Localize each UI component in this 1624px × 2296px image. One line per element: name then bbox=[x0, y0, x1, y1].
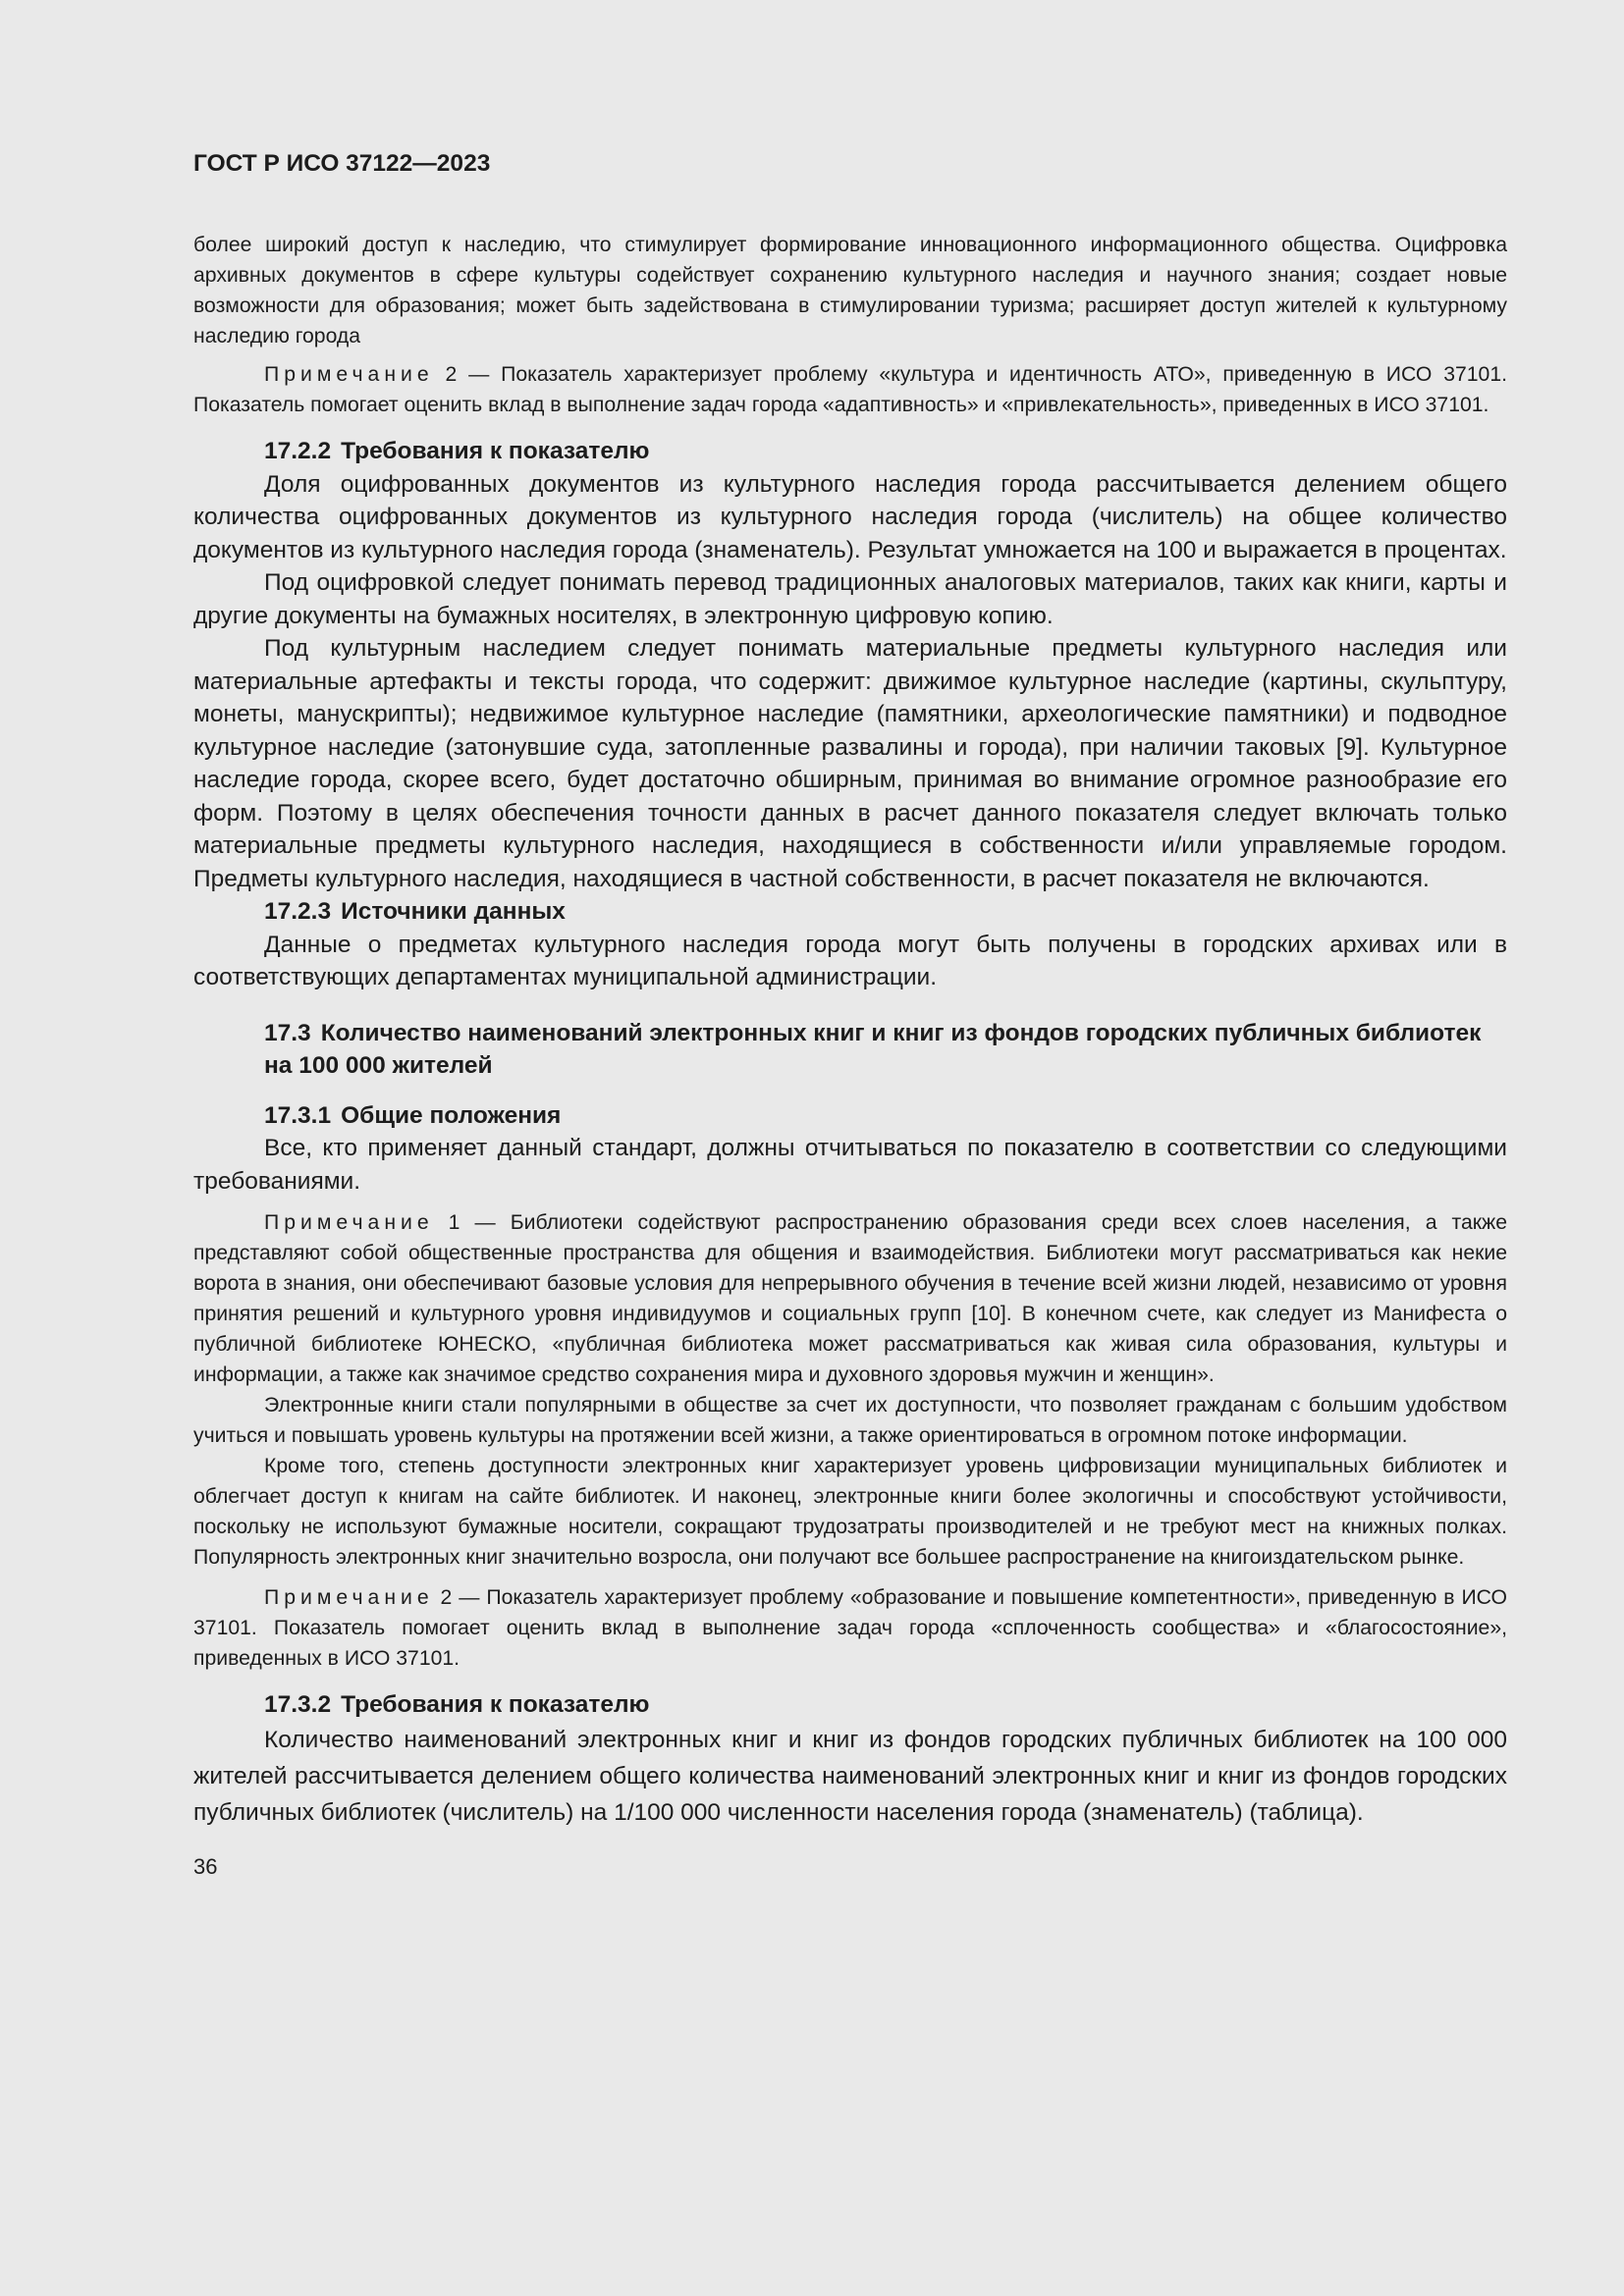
note-label: Примечание bbox=[264, 363, 434, 386]
paragraph: Все, кто применяет данный стандарт, должны отчитываться по показателю в соответствии со следующими требованиями. bbox=[193, 1135, 1507, 1195]
section-heading-17-3 bbox=[193, 1017, 1507, 1083]
section-number: 17.2.2 bbox=[264, 438, 332, 464]
section-number: 17.3.1 bbox=[264, 1101, 332, 1129]
section-title: Общие положения bbox=[341, 1101, 562, 1129]
paragraph: Под оцифровкой следует понимать перевод традиционных аналоговых материалов, таких как книги, карты и другие документы на бумажных носителях, в электронную цифровую копию. bbox=[193, 569, 1507, 629]
standard-header: ГОСТ Р ИСО 37122—2023 bbox=[193, 150, 491, 177]
note bbox=[193, 1582, 1507, 1674]
section-heading-17-2-2 bbox=[193, 435, 1507, 468]
note-label: Примечание bbox=[264, 1586, 434, 1609]
paragraph: Под культурным наследием следует понимать материальные предметы культурного наследия или материальные артефакты и тексты города, что содержит: движимое культурное наследие (картины, скульптуру, монеты, манускрипты); недвижимое культурное наследие (памятники, археологические памятники) и подводное культурное наследие (затонувшие суда, затопленные развалины и города), при наличии таковых [9]. Культурное наследие города, скорее всего, будет достаточно обширным, принимая во внимание огромное разнообразие его форм. Поэтому в целях обеспечения точности данных в расчет данного показателя следует включать только материальные предметы культурного наследия, находящиеся в собственности и/или управляемые городом. Предметы культурного наследия, находящиеся в частной собственности, в расчет показателя не включаются. bbox=[193, 635, 1507, 892]
note-paragraph: Кроме того, степень доступности электронных книг характеризует уровень цифровизации муниципальных библиотек и облегчает доступ к книгам на сайте библиотек. И наконец, электронные книги более экологичны и способствуют устойчивости, поскольку не используют бумажные носители, сокращают трудозатраты производителей и не требуют мест на книжных полках. Популярность электронных книг значительно возросла, они получают все большее распространение на книгоиздательском рынке. bbox=[193, 1455, 1507, 1569]
note-text: 2 — Показатель характеризует проблему «культура и идентичность АТО», приведенную в ИСО 37101. Показатель помогает оценить вклад в выполнение задач города «адаптивность» и «привлекательность», приведенных в ИСО 37101. bbox=[193, 363, 1507, 416]
section-title: Количество наименований электронных книг и книг из фондов городских публичных библиотек на 100 000 жителей bbox=[264, 1019, 1482, 1079]
section-title: Источники данных bbox=[341, 898, 566, 925]
section-title: Требования к показателю bbox=[341, 438, 650, 464]
paragraph: Данные о предметах культурного наследия города могут быть получены в городских архивах или в соответствующих департаментах муниципальной администрации. bbox=[193, 931, 1507, 990]
note-text: 1 — Библиотеки содействуют распространению образования среди всех слоев населения, а также представляют собой общественные пространства для общения и взаимодействия. Библиотеки могут рассматриваться как некие ворота в знания, они обеспечивают базовые условия для непрерывного обучения в течение всей жизни людей, независимо от уровня принятия решений и культурного уровня индивидуумов и социальных групп [10]. В конечном счете, как следует из Манифеста о публичной библиотеке ЮНЕСКО, «публичная библиотека может рассматриваться как живая сила образования, культуры и информации, а также как значимое средство сохранения мира и духовного здоровья мужчин и женщин». bbox=[193, 1211, 1507, 1386]
section-title: Требования к показателю bbox=[341, 1691, 650, 1718]
paragraph: Количество наименований электронных книг и книг из фондов городских публичных библиотек на 100 000 жителей рассчитывается делением общего количества наименований электронных книг и книг из фондов городских публичных библиотек (числитель) на 1/100 000 численности населения города (знаменатель) (таблица). bbox=[193, 1726, 1507, 1826]
paragraph: более широкий доступ к наследию, что стимулирует формирование инновационного информационного общества. Оцифровка архивных документов в сфере культуры содействует сохранению культурного наследия и научного знания; создает новые возможности для образования; может быть задействована в стимулировании туризма; расширяет доступ жителей к культурному наследию города bbox=[193, 234, 1507, 347]
note bbox=[193, 1207, 1507, 1390]
section-heading-17-3-2 bbox=[193, 1688, 1507, 1722]
note-paragraph: Электронные книги стали популярными в обществе за счет их доступности, что позволяет гражданам с большим удобством учиться и повышать уровень культуры на протяжении всей жизни, а также ориентироваться в огромном потоке информации. bbox=[193, 1394, 1507, 1447]
section-heading-17-3-1 bbox=[193, 1099, 1507, 1133]
section-number: 17.3.2 bbox=[264, 1691, 332, 1718]
page-number: 36 bbox=[193, 1853, 218, 1879]
section-number: 17.3 bbox=[264, 1019, 311, 1046]
section-number: 17.2.3 bbox=[264, 898, 332, 925]
note-label: Примечание bbox=[264, 1211, 434, 1234]
section-heading-17-2-3 bbox=[193, 895, 1507, 929]
note bbox=[193, 359, 1507, 420]
note-text: 2 — Показатель характеризует проблему «образование и повышение компетентности», приведенную в ИСО 37101. Показатель помогает оценить вклад в выполнение задач города «сплоченность сообщества» и «благосостояние», приведенных в ИСО 37101. bbox=[193, 1586, 1507, 1670]
paragraph: Доля оцифрованных документов из культурного наследия города рассчитывается делением общего количества оцифрованных документов из культурного наследия города (числитель) на общее количество документов из культурного наследия города (знаменатель). Результат умножается на 100 и выражается в процентах. bbox=[193, 470, 1507, 563]
document-page bbox=[193, 147, 1507, 1882]
